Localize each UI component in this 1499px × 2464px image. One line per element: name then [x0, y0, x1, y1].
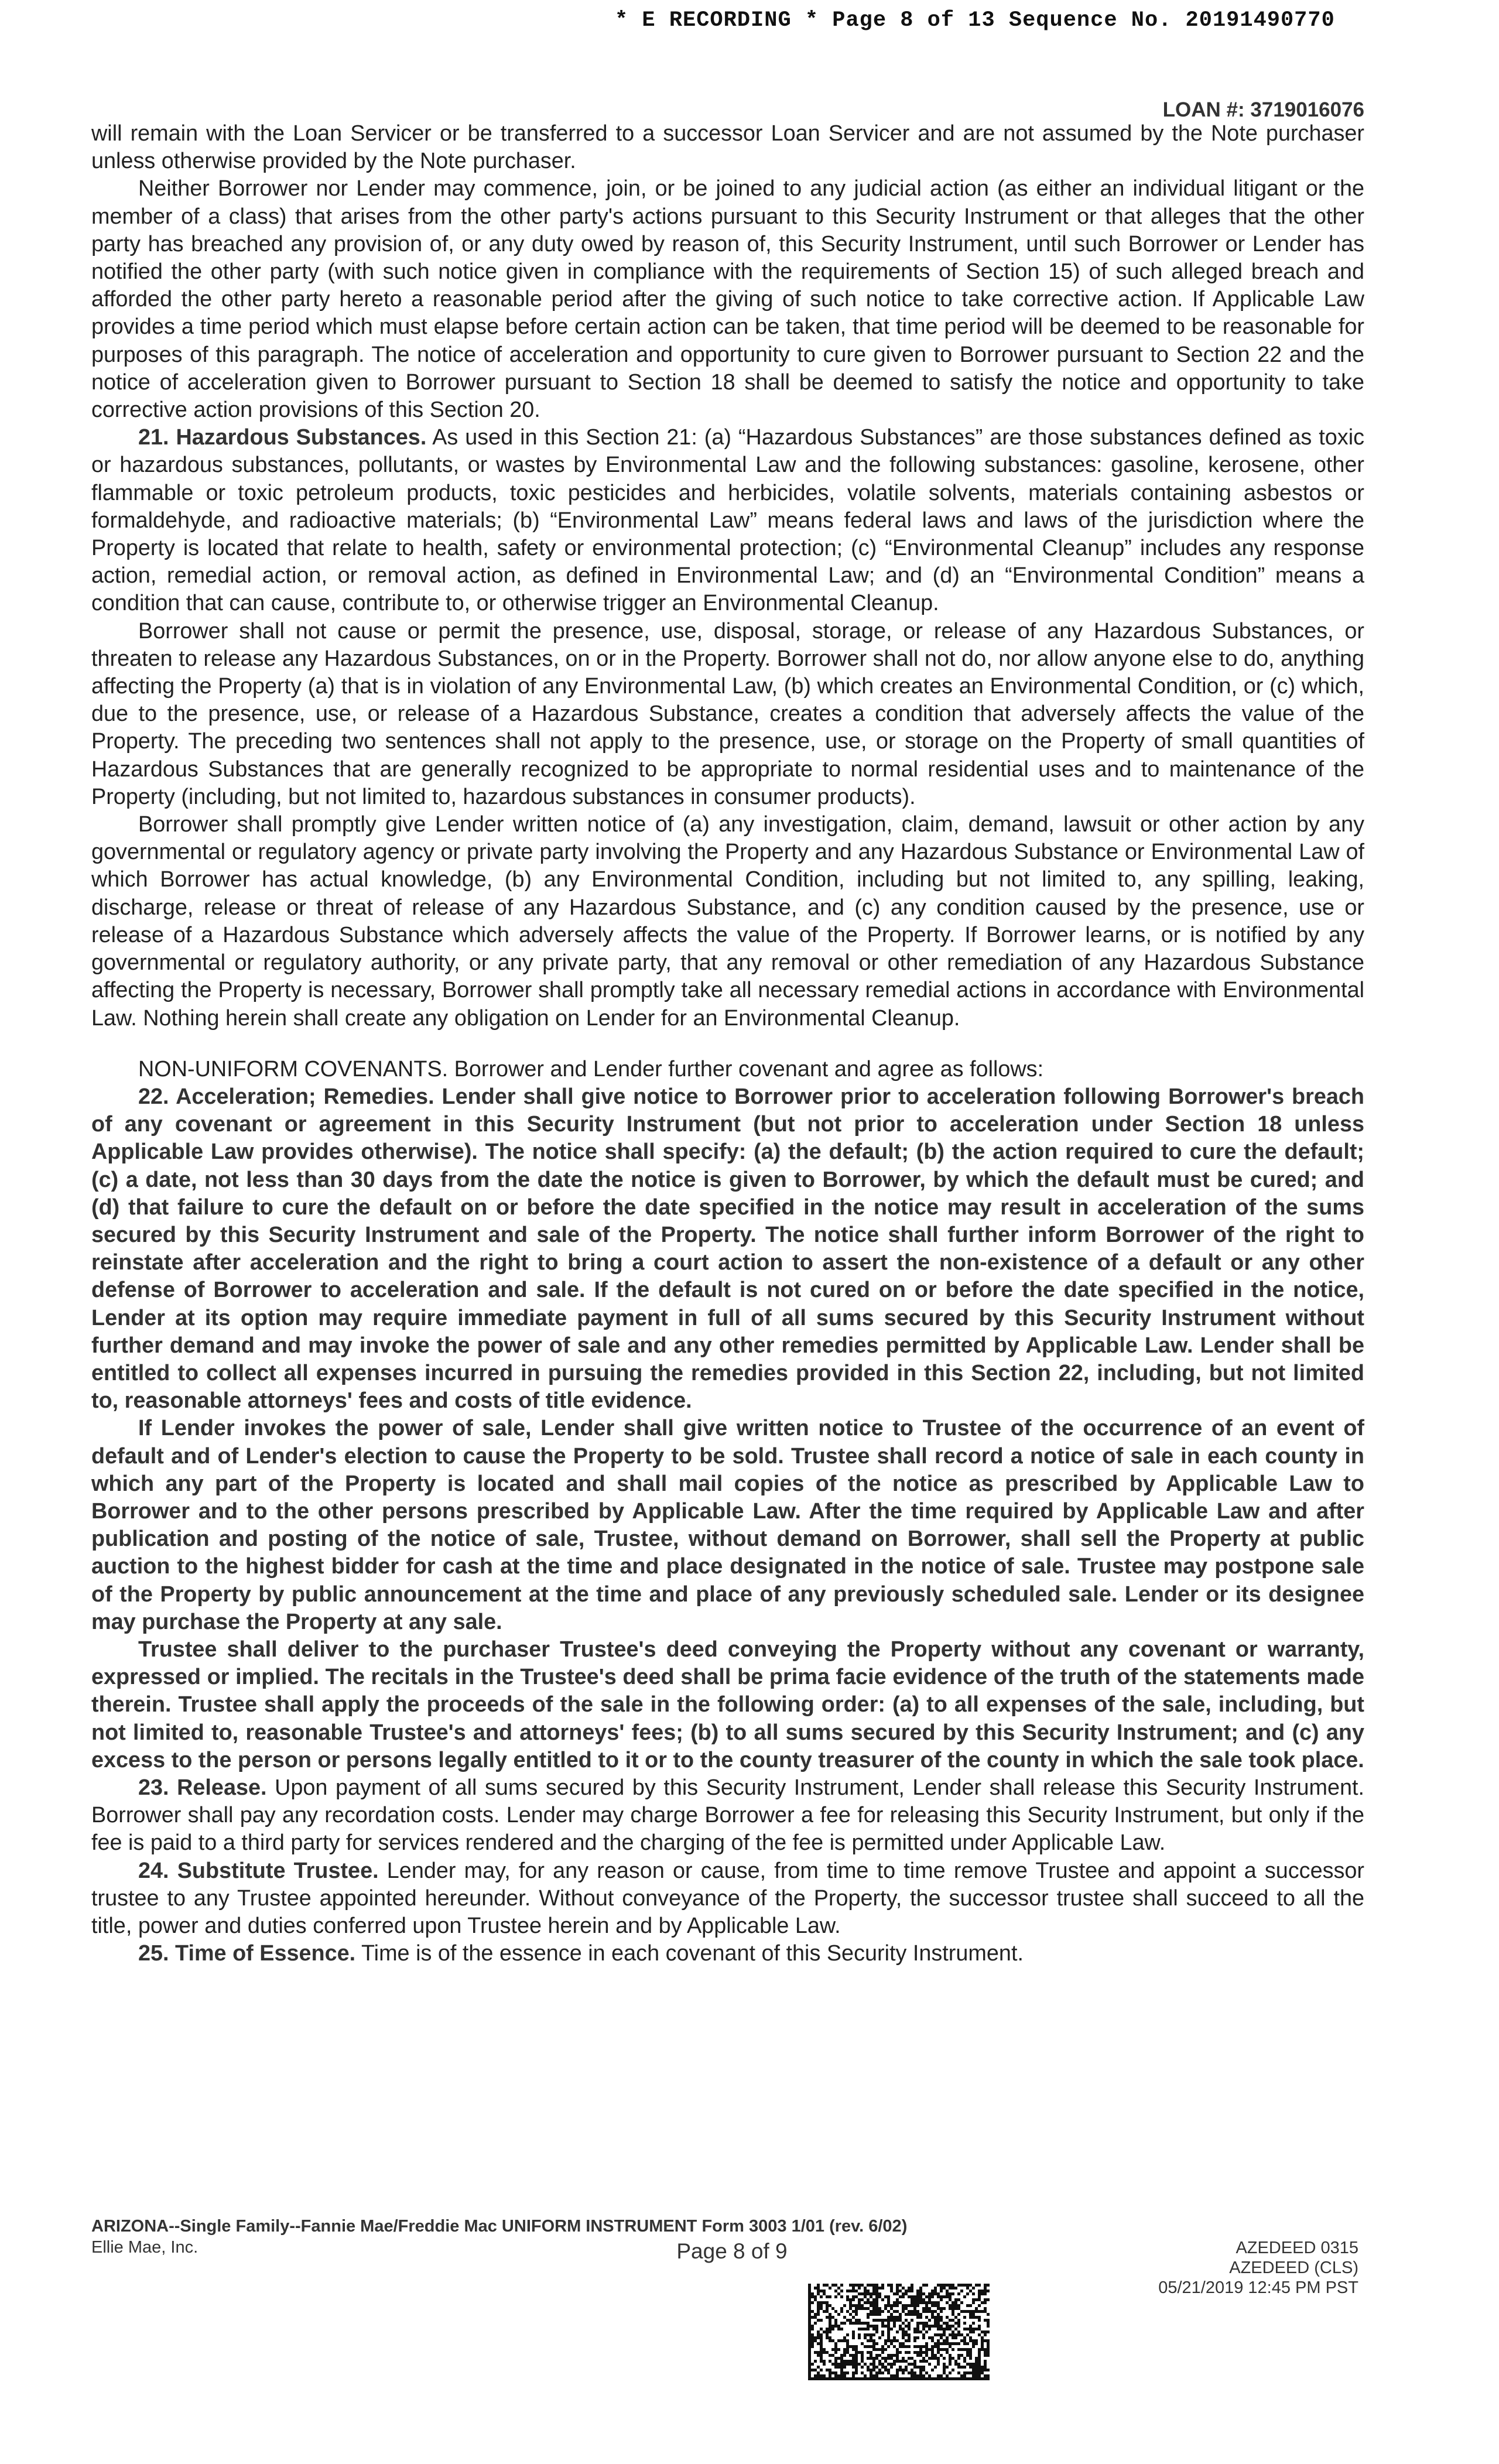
section-22	[91, 1083, 1364, 1415]
section-25-heading: 25. Time of Essence.	[138, 1941, 356, 1966]
section-25-text: Time is of the essence in each covenant of this Security Instrument.	[355, 1941, 1024, 1966]
section-24-heading: 24. Substitute Trustee.	[138, 1858, 379, 1883]
footer-codes	[1113, 2238, 1358, 2298]
footer-code-1: AZEDEED 0315	[1236, 2239, 1358, 2257]
paragraph-judicial-action: Neither Borrower nor Lender may commence, join, or be joined to any judicial action (as either an individual litigant or the member of a class) that arises from the other party's actions pursuant to this Security Instrument or that alleges that the other party has breached any provision of, or any duty owed by reason of, this Security Instrument, until such Borrower or Lender has notified the other party (with such notice given in compliance with the requirements of Section 15) of such alleged breach and afforded the other party hereto a reasonable period after the giving of such notice to take corrective action. If Applicable Law provides a time period which must elapse before certain action can be taken, that time period will be deemed to be reasonable for purposes of this paragraph. The notice of acceleration and opportunity to cure given to Borrower pursuant to Section 22 and the notice of acceleration given to Borrower pursuant to Section 18 shall be deemed to satisfy the notice and opportunity to take corrective action provisions of this Section 20.	[91, 176, 1364, 423]
paragraph-21-borrower-shall-not: Borrower shall not cause or permit the presence, use, disposal, storage, or release of any Hazardous Substances, or threaten to release any Hazardous Substances, on or in the Property. Borrower shall not do, nor allow anyone else to do, anything affecting the Property (a) that is in violation of any Environmental Law, (b) which creates an Environmental Condition, or (c) which, due to the presence, use, or release of a Hazardous Substance, creates a condition that adversely affects the value of the Property. The preceding two sentences shall not apply to the presence, use, or storage on the Property of small quantities of Hazardous Substances that are generally recognized to be appropriate to normal residential uses and to maintenance of the Property (including, but not limited to, hazardous substances in consumer products).	[91, 618, 1364, 809]
paragraph-22-power-of-sale: If Lender invokes the power of sale, Lender shall give written notice to Trustee of the occurrence of an event of default and of Lender's election to cause the Property to be sold. Trustee shall record a notice of sale in each county in which any part of the Property is located and shall mail copies of the notice as prescribed by Applicable Law to Borrower and to the other persons prescribed by Applicable Law. After the time required by Applicable Law and after publication and posting of the notice of sale, Trustee, without demand on Borrower, shall sell the Property at public auction to the highest bidder for cash at the time and place designated in the notice of sale. Trustee may postpone sale of the Property by public announcement at the time and place of any previously scheduled sale. Lender or its designee may purchase the Property at any sale.	[91, 1416, 1364, 1634]
document-body	[91, 120, 1364, 1967]
loan-number: LOAN #: 3719016076	[1162, 98, 1364, 121]
paragraph-22-trustee-deed: Trustee shall deliver to the purchaser Trustee's deed conveying the Property without any covenant or warranty, expressed or implied. The recitals in the Trustee's deed shall be prima facie evidence of the truth of the statements made therein. Trustee shall apply the proceeds of the sale in the following order: (a) to all expenses of the sale, including, but not limited to, reasonable Trustee's and attorneys' fees; (b) to all sums secured by this Security Instrument; and (c) any excess to the person or persons legally entitled to it or to the county treasurer of the county in which the sale took place.	[91, 1637, 1364, 1772]
2d-barcode-icon	[808, 2284, 990, 2380]
section-21-text: As used in this Section 21: (a) “Hazardous Substances” are those substances defined as toxic or hazardous substances, pollutants, or wastes by Environmental Law and the following substances: gasoline, kerosene, other flammable or toxic petroleum products, toxic pesticides and herbicides, volatile solvents, materials containing asbestos or formaldehyde, and radioactive materials; (b) “Environmental Law” means federal laws and laws of the jurisdiction where the Property is located that relate to health, safety or environmental protection; (c) “Environmental Cleanup” includes any response action, remedial action, or removal action, as defined in Environmental Law; and (d) an “Environmental Condition” means a condition that can cause, contribute to, or otherwise trigger an Environmental Cleanup.	[91, 425, 1364, 616]
section-25	[91, 1940, 1364, 1967]
recording-header: * E RECORDING * Page 8 of 13 Sequence No. 20191490770	[615, 8, 1335, 33]
section-23-heading: 23. Release.	[138, 1775, 267, 1800]
non-uniform-covenants: NON-UNIFORM COVENANTS. Borrower and Lender further covenant and agree as follows:	[138, 1056, 1044, 1082]
section-22-text: Lender shall give notice to Borrower prior to acceleration following Borrower's breach of any covenant or agreement in this Security Instrument (but not prior to acceleration under Section 18 unless Applicable Law provides otherwise). The notice shall specify: (a) the default; (b) the action required to cure the default; (c) a date, not less than 30 days from the date the notice is given to Borrower, by which the default must be cured; and (d) that failure to cure the default on or before the date specified in the notice may result in acceleration of the sums secured by this Security Instrument and sale of the Property. The notice shall further inform Borrower of the right to reinstate after acceleration and the right to bring a court action to assert the non-existence of a default or any other defense of Borrower to acceleration and sale. If the default is not cured on or before the date specified in the notice, Lender at its option may require immediate payment in full of all sums secured by this Security Instrument without further demand and may invoke the power of sale and any other remedies permitted by Applicable Law. Lender shall be entitled to collect all expenses incurred in pursuing the remedies provided in this Section 22, including, but not limited to, reasonable attorneys' fees and costs of title evidence.	[91, 1084, 1364, 1414]
section-24-text: Lender may, for any reason or cause, from time to time remove Trustee and appoint a successor trustee to any Trustee appointed hereunder. Without conveyance of the Property, the successor trustee shall succeed to all the title, power and duties conferred upon Trustee herein and by Applicable Law.	[91, 1858, 1364, 1938]
section-22-heading: 22. Acceleration; Remedies.	[138, 1084, 434, 1109]
footer-form-line: ARIZONA--Single Family--Fannie Mae/Freddie Mac UNIFORM INSTRUMENT Form 3003 1/01 (rev. 6/02)	[91, 2217, 908, 2236]
section-24	[91, 1857, 1364, 1941]
footer-company: Ellie Mae, Inc.	[91, 2238, 199, 2257]
footer-page-number: Page 8 of 9	[676, 2239, 788, 2263]
section-21	[91, 424, 1364, 617]
paragraph-servicer: will remain with the Loan Servicer or be transferred to a successor Loan Servicer and are not assumed by the Note purchaser unless otherwise provided by the Note purchaser.	[91, 121, 1364, 174]
paragraph-21-notice: Borrower shall promptly give Lender written notice of (a) any investigation, claim, demand, lawsuit or other action by any governmental or regulatory agency or private party involving the Property and any Hazardous Substance or Environmental Law of which Borrower has actual knowledge, (b) any Environmental Condition, including but not limited to, any spilling, leaking, discharge, release or threat of release of any Hazardous Substance, and (c) any condition caused by the presence, use or release of a Hazardous Substance which adversely affects the value of the Property. If Borrower learns, or is notified by any governmental or regulatory authority, or any private party, that any removal or other remediation of any Hazardous Substance affecting the Property is necessary, Borrower shall promptly take all necessary remedial actions in accordance with Environmental Law. Nothing herein shall create any obligation on Lender for an Environmental Cleanup.	[91, 812, 1364, 1031]
section-21-heading: 21. Hazardous Substances.	[138, 425, 427, 450]
section-23	[91, 1774, 1364, 1857]
section-23-text: Upon payment of all sums secured by this Security Instrument, Lender shall release this Security Instrument. Borrower shall pay any recordation costs. Lender may charge Borrower a fee for releasing this Security Instrument, but only if the fee is paid to a third party for services rendered and the charging of the fee is permitted under Applicable Law.	[91, 1775, 1364, 1856]
footer-datetime: 05/21/2019 12:45 PM PST	[1158, 2278, 1358, 2297]
footer-code-2: AZEDEED (CLS)	[1229, 2258, 1358, 2277]
